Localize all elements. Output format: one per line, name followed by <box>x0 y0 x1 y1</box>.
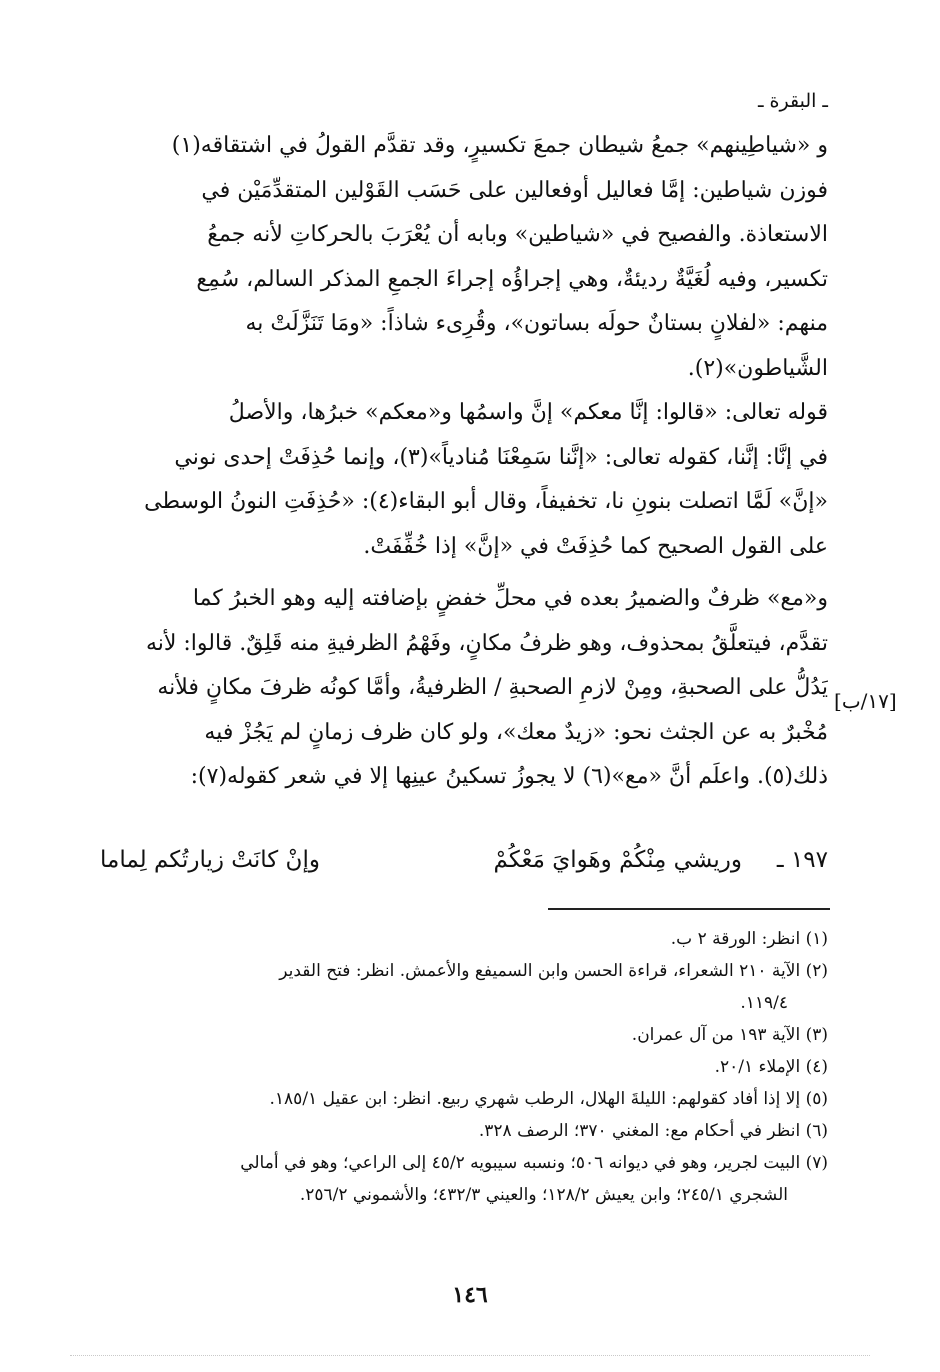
text-line: يَدُلُّ على الصحبةِ، ومِنْ لازمِ الصحبةِ / الظرفيةُ، وأمَّا كونُه ظرفَ مكانٍ فلأنه <box>157 675 828 700</box>
text-line: منهم: «لفلانٍ بستانٌ حولَه بساتون»، وقُرِىء شاذاً: «ومَا تَنَزَّلَتْ به <box>245 311 828 336</box>
verse-first-hemistich: وريشي مِنْكُمْ وهَوايَ مَعْكُمْ <box>493 847 742 873</box>
footnote-line: (٤) الإملاء ٢٠/١. <box>714 1057 828 1077</box>
footnote-line: (٥) إلا إذا أفاد كقولهم: الليلةَ الهلال، الرطب شهري ربيع. انظر: ابن عقيل ١٨٥/١. <box>269 1089 828 1109</box>
footnote-line: ١١٩/٤. <box>740 993 788 1013</box>
text-line: ذلك(٥). واعلَم أنَّ «مع»(٦) لا يجوزُ تسكينُ عينِها إلا في شعر كقوله(٧): <box>190 764 828 789</box>
text-line: الاستعاذة. والفصيح في «شياطين» وبابه أن يُعْرَبَ بالحركاتِ لأنه جمعُ <box>207 222 828 247</box>
text-line: و «شياطِينهم» جمعُ شيطان جمعَ تكسيرٍ، وقد تقدَّم القولُ في اشتقاقه(١) <box>171 133 828 158</box>
text-line: تكسير، وفيه لُغَيَّةٌ رديئةٌ، وهي إجراؤُه إجراءَ الجمعِ المذكر السالم، سُمِع <box>196 266 828 292</box>
page-edge-divider <box>70 1355 870 1356</box>
main-text <box>100 124 828 800</box>
poetry-verse <box>100 838 828 882</box>
text-line: قوله تعالى: «قالوا: إنَّا معكم» إنَّ واسمُها و«معكم» خبرُها، والأصلُ <box>228 400 828 425</box>
verse-second-hemistich: وإنْ كانَتْ زيارتُكم لِماما <box>100 847 320 873</box>
footnote-line: (١) انظر: الورقة ٢ ب. <box>670 929 828 949</box>
footnote-line: (٢) الآية ٢١٠ الشعراء، قراءة الحسن وابن السميفع والأعمش. انظر: فتح القدير <box>279 961 828 981</box>
text-line: في إنَّا: إنَّنا، كقوله تعالى: «إنَّنا سَمِعْنَا مُنادياً»(٣)، وإنما حُذِفَتْ إحدى نوني <box>174 444 828 470</box>
folio-margin-note: [١٧/ب] <box>834 689 897 713</box>
text-line: مُخْبرٌ به عن الجثث نحو: «زيدٌ معك»، ولو كان ظرف زمانٍ لم يَجُزْ فيه <box>204 719 828 745</box>
footnote-line: الشجري ٢٤٥/١؛ وابن يعيش ١٢٨/٢؛ والعيني ٤٣٢/٣؛ والأشموني ٢٥٦/٢. <box>299 1185 788 1205</box>
page-number: ١٤٦ <box>452 1282 488 1308</box>
text-line: فوزن شياطين: إمَّا فعاليل أوفعالين على حَسَب القَوْلين المتقدِّمَيْن في <box>201 177 828 203</box>
footnote-separator <box>548 908 830 910</box>
text-line: «إنَّ» لَمَّا اتصلت بنونِ نا، تخفيفاً، وقال أبو البقاء(٤): «حُذِفَتِ النونُ الوسطى <box>144 489 828 514</box>
running-header: ـ البقرة ـ <box>757 90 828 112</box>
footnotes <box>100 923 828 1211</box>
text-line: على القول الصحيح كما حُذِفَتْ في «إنَّ» إذا خُفِّفَتْ. <box>363 533 828 559</box>
text-line: و«مع» ظرفٌ والضميرُ بعده في محلِّ خفضٍ بإضافته إليه وهو الخبرُ كما <box>192 586 828 611</box>
verse-number: ١٩٧ ـ <box>776 847 828 873</box>
footnote-line: (٦) انظر في أحكام مع: المغني ٣٧٠؛ الرصف ٣٢٨. <box>478 1121 828 1141</box>
footnote-line: (٧) البيت لجرير، وهو في ديوانه ٥٠٦؛ ونسبه سيبويه ٤٥/٢ إلى الراعي؛ وهو في أمالي <box>240 1153 828 1173</box>
text-line: تقدَّم، فيتعلَّقُ بمحذوف، وهو ظرفُ مكانٍ، وفَهْمُ الظرفيةِ منه قَلِقٌ. قالوا: لأنه <box>145 630 828 656</box>
text-line: الشَّياطون»(٢). <box>687 355 828 381</box>
footnote-line: (٣) الآية ١٩٣ من آل عمران. <box>631 1025 828 1045</box>
